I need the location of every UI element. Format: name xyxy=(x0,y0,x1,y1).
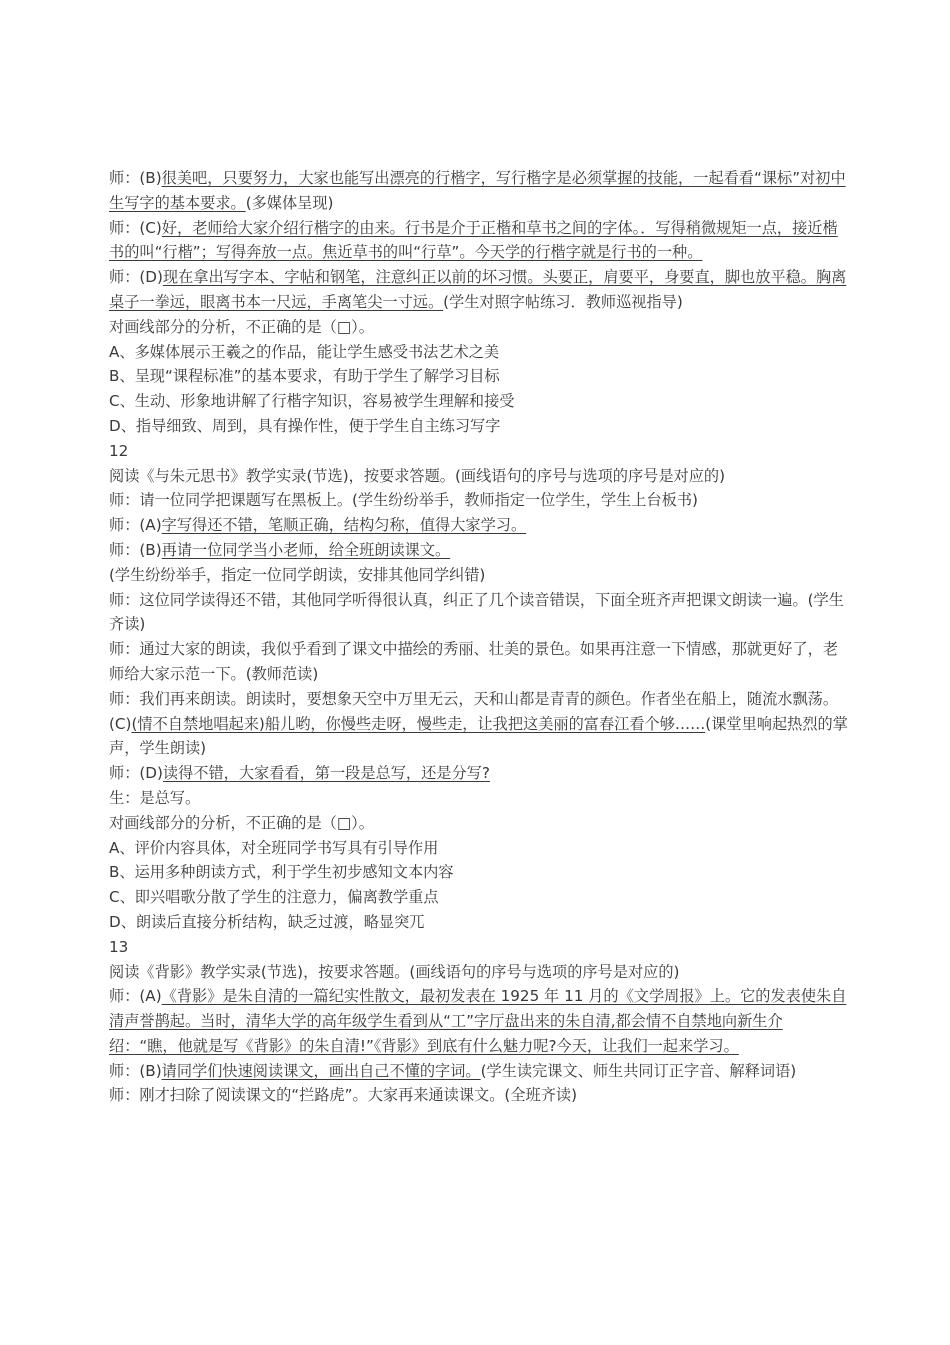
text-run: 师：(B) xyxy=(109,1061,162,1080)
option-c: C、即兴唱歌分散了学生的注意力，偏离教学重点 xyxy=(109,888,439,907)
text-run: 师：(A) xyxy=(109,516,162,535)
question-prompt: 对画线部分的分析，不正确的是（□）。 xyxy=(109,317,374,336)
underlined-text: 《背影》是朱自清的一篇纪实性散文，最初发表在 1925 年 11 月的《文学周报》上。它的发表使朱自清声誉鹊起。当时，清华大学的高年级学生看到从“工”字厅盘出来的朱自清,都会情不自禁地向新生介绍：“瞧，他就是写《背影》的朱自清!”《背影》到底有什么魅力呢?今天，让我们一起来学习。 xyxy=(109,987,847,1055)
text-run: (学生读完课文、师生共同订正字音、解释词语) xyxy=(480,1061,797,1080)
text-line: 师：刚才扫除了阅读课文的“拦路虎”。大家再来通读课文。(全班齐读) xyxy=(109,1086,578,1105)
text-line xyxy=(109,538,849,563)
underlined-text: 现在拿出写字本、字帖和钢笔，注意纠正以前的坏习惯。头要正，肩要平，身要直，脚也放平稳。胸离桌子一拳远，眼离书本一尺远，手离笔尖一寸远。 xyxy=(109,268,847,311)
text-line: 师：通过大家的朗读，我似乎看到了课文中描绘的秀丽、壮美的景色。如果再注意一下情感，那就更好了，老师给大家示范一下。(教师范读) xyxy=(109,640,838,683)
underlined-text: 很美吧，只要努力，大家也能写出漂亮的行楷字，写行楷字是必须掌握的技能，一起看看“课标”对初中生写字的基本要求。 xyxy=(109,169,846,212)
underlined-text: 好，老师给大家介绍行楷字的由来。行书是介于正楷和草书之间的字体。．写得稍微规矩一点，接近楷书的叫“行楷”；写得奔放一点。焦近草书的叫“行草”。今天学的行楷字就是行书的一种。 xyxy=(109,218,838,262)
text-line: (学生纷纷举手，指定一位同学朗读，安排其他同学纠错) xyxy=(109,565,486,584)
text-line xyxy=(109,265,849,315)
option-a: A、多媒体展示王羲之的作品，能让学生感受书法艺术之美 xyxy=(109,342,500,361)
text-line xyxy=(109,761,849,786)
question-number: 13 xyxy=(109,937,129,956)
text-run: (学生对照字帖练习．教师巡视指导) xyxy=(443,292,683,311)
text-run: (多媒体呈现) xyxy=(245,193,334,212)
document-body xyxy=(109,166,849,1108)
text-run: 师：我们再来朗读。朗读时，要想象天空中万里无云，天和山都是青青的颜色。作者坐在船上，随流水飘荡。(C) xyxy=(109,689,838,733)
underlined-text: 字写得还不错，笔顺正确，结构匀称，值得大家学习。 xyxy=(161,516,527,535)
text-run: 师：(B) xyxy=(109,540,162,559)
text-line xyxy=(109,687,849,761)
option-d: D、指导细致、周到，具有操作性，便于学生自主练习写字 xyxy=(109,416,501,435)
text-line xyxy=(109,166,849,216)
text-run: 师：(B) xyxy=(109,169,162,187)
option-a: A、评价内容具体，对全班同学书写具有引导作用 xyxy=(109,838,439,857)
text-run: 师：(A) xyxy=(109,987,162,1006)
question-prompt: 对画线部分的分析，不正确的是（□）。 xyxy=(109,813,374,832)
option-c: C、生动、形象地讲解了行楷字知识，容易被学生理解和接受 xyxy=(109,392,515,411)
text-line: 师：这位同学读得还不错，其他同学听得很认真，纠正了几个读音错误，下面全班齐声把课文朗读一遍。(学生齐读) xyxy=(109,590,844,634)
text-line xyxy=(109,216,849,266)
text-run: 师：(C) xyxy=(109,218,162,237)
option-b: B、运用多种朗读方式，利于学生初步感知文本内容 xyxy=(109,863,454,882)
text-line xyxy=(109,1059,849,1084)
text-line xyxy=(109,513,849,538)
text-run: 师：(D) xyxy=(109,268,163,287)
option-b: B、呈现“课程标准”的基本要求，有助于学生了解学习目标 xyxy=(109,367,500,386)
text-run: 师：(D) xyxy=(109,764,163,783)
question-intro: 阅读《背影》教学实录(节选)，按要求答题。(画线语句的序号与选项的序号是对应的) xyxy=(109,962,680,981)
underlined-text: (情不自禁地唱起来)船儿哟，你慢些走呀，慢些走，让我把这美丽的富春江看个够…… xyxy=(131,714,706,733)
text-line: 师：请一位同学把课题写在黑板上。(学生纷纷举手，教师指定一位学生，学生上台板书) xyxy=(109,491,698,510)
option-d: D、朗读后直接分析结构，缺乏过渡，略显突兀 xyxy=(109,912,425,931)
text-run: (课堂里响起热烈的掌声，学生朗读) xyxy=(109,714,848,758)
text-line xyxy=(109,984,849,1058)
text-line: 生：是总写。 xyxy=(109,788,201,807)
underlined-text: 再请一位同学当小老师，给全班朗读课文。 xyxy=(161,540,451,559)
question-intro: 阅读《与朱元思书》教学实录(节选)，按要求答题。(画线语句的序号与选项的序号是对应的) xyxy=(109,466,726,485)
question-number: 12 xyxy=(109,441,129,460)
underlined-text: 请同学们快速阅读课文，画出自己不懂的字词。 xyxy=(161,1061,481,1080)
underlined-text: 读得不错，大家看看，第一段是总写，还是分写? xyxy=(162,764,490,783)
